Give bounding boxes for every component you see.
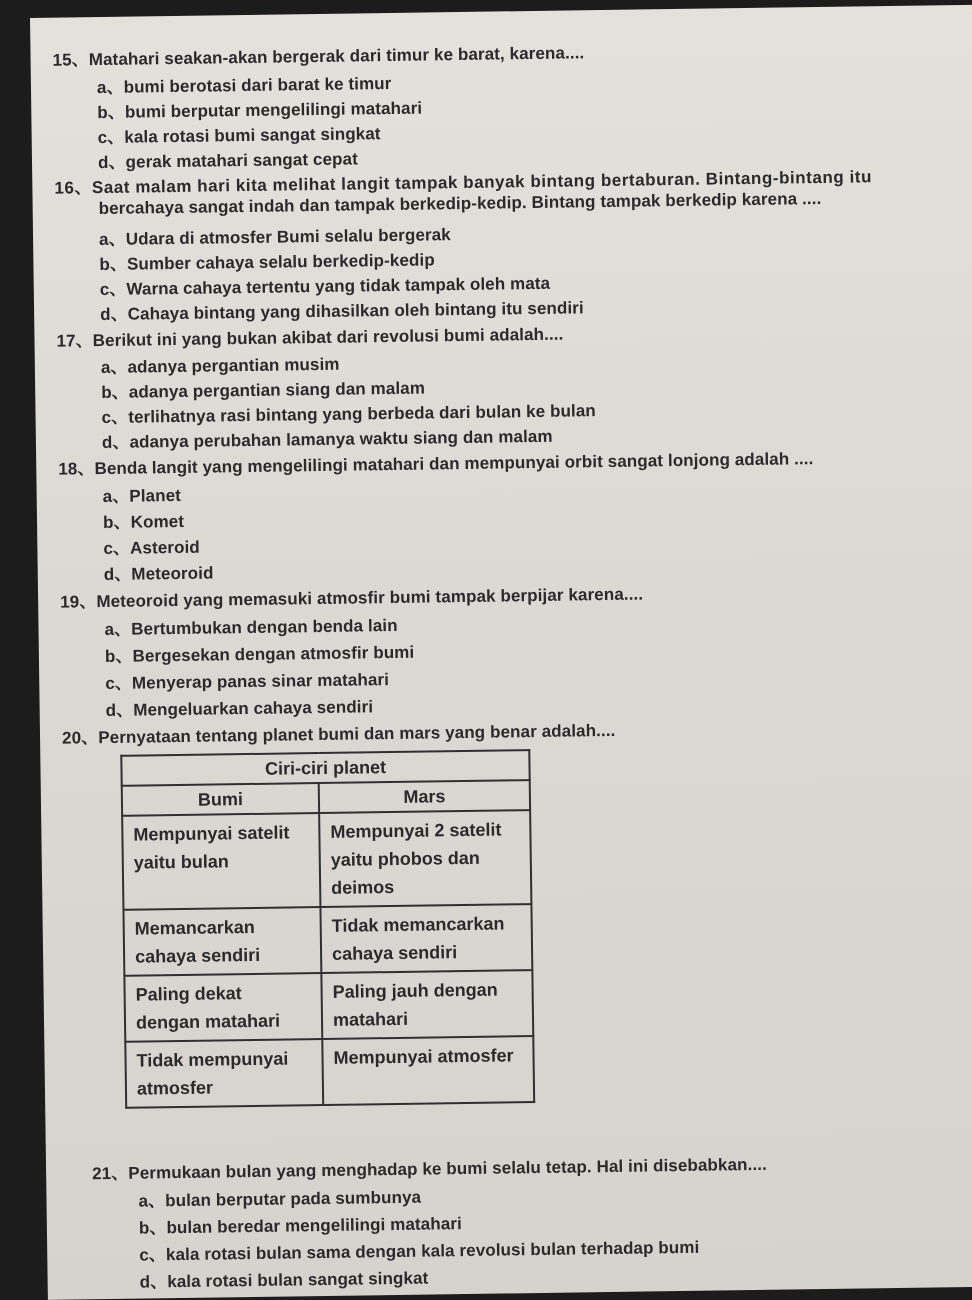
column-mars: Mars bbox=[319, 780, 530, 813]
q19-option-c: c、Menyerap panas sinar matahari bbox=[105, 670, 390, 694]
q21-option-b: b、bulan beredar mengelilingi matahari bbox=[138, 1214, 463, 1238]
q19-option-a: a、Bertumbukan dengan benda lain bbox=[104, 615, 398, 640]
q15-option-c: c、kala rotasi bumi sangat singkat bbox=[97, 124, 381, 148]
q16-option-a: a、Udara di atmosfer Bumi selalu bergerak bbox=[98, 225, 451, 250]
table-row bbox=[123, 904, 532, 976]
table-row bbox=[125, 1036, 534, 1108]
question-21: 21、Permukaan bulan yang menghadap ke bumi selalu tetap. Hal ini disebabkan.... bbox=[92, 1154, 767, 1184]
q21-option-a: a、bulan berputar pada sumbunya bbox=[138, 1187, 422, 1211]
question-17: 17、Berikut ini yang bukan akibat dari revolusi bumi adalah.... bbox=[56, 324, 564, 351]
table-row bbox=[124, 970, 533, 1042]
question-19: 19、Meteoroid yang memasuki atmosfir bumi tampak berpijar karena.... bbox=[60, 584, 644, 612]
cell-mars: Mempunyai atmosfer bbox=[322, 1036, 534, 1105]
q18-option-b: b、Komet bbox=[102, 511, 185, 533]
planet-comparison-table bbox=[120, 749, 535, 1109]
cell-bumi: Memancarkan cahaya sendiri bbox=[123, 907, 321, 976]
q16-option-b: b、Sumber cahaya selalu berkedip-kedip bbox=[99, 250, 435, 275]
cell-mars: Paling jauh dengan matahari bbox=[321, 970, 533, 1039]
worksheet-page bbox=[30, 5, 972, 1300]
q19-option-b: b、Bergesekan dengan atmosfir bumi bbox=[104, 642, 415, 667]
q18-option-a: a、Planet bbox=[102, 485, 182, 507]
question-16-line2: bercahaya sangat indah dan tampak berkedip-kedip. Bintang tampak berkedip karena .... bbox=[98, 188, 822, 219]
q15-option-a: a、bumi berotasi dari barat ke timur bbox=[96, 73, 392, 98]
q17-option-d: d、adanya perubahan lamanya waktu siang dan malam bbox=[101, 426, 553, 453]
q21-option-c: c、kala rotasi bulan sama dengan kala revolusi bulan terhadap bumi bbox=[139, 1237, 700, 1265]
q17-option-c: c、terlihatnya rasi bintang yang berbeda dari bulan ke bulan bbox=[101, 401, 596, 428]
question-18: 18、Benda langit yang mengelilingi matahari dan mempunyai orbit sangat lonjong adalah .... bbox=[58, 449, 814, 479]
column-bumi: Bumi bbox=[122, 783, 319, 816]
q17-option-b: b、adanya pergantian siang dan malam bbox=[101, 378, 426, 403]
cell-bumi: Tidak mempunyai atmosfer bbox=[125, 1039, 323, 1108]
question-16-line1: 16、Saat malam hari kita melihat langit tampak banyak bintang bertaburan. Bintang-bintang itu bbox=[54, 167, 873, 198]
cell-mars: Tidak memancarkan cahaya sendiri bbox=[320, 904, 532, 973]
q18-option-d: d、Meteoroid bbox=[103, 563, 214, 585]
table-header: Ciri-ciri planet bbox=[121, 750, 529, 786]
q18-option-c: c、Asteroid bbox=[103, 537, 200, 559]
q15-option-d: d、gerak matahari sangat cepat bbox=[97, 149, 359, 173]
q16-option-c: c、Warna cahaya tertentu yang tidak tampak oleh mata bbox=[99, 273, 551, 300]
q15-option-b: b、bumi berputar mengelilingi matahari bbox=[97, 98, 423, 123]
question-20: 20、Pernyataan tentang planet bumi dan mars yang benar adalah.... bbox=[61, 720, 616, 748]
q16-option-d: d、Cahaya bintang yang dihasilkan oleh bintang itu sendiri bbox=[100, 298, 584, 325]
cell-bumi: Paling dekat dengan matahari bbox=[124, 973, 322, 1042]
cell-mars: Mempunyai 2 satelit yaitu phobos dan deimos bbox=[319, 810, 531, 907]
q21-option-d: d、kala rotasi bulan sangat singkat bbox=[139, 1268, 429, 1292]
q17-option-a: a、adanya pergantian musim bbox=[100, 354, 340, 378]
question-15: 15、Matahari seakan-akan bergerak dari timur ke barat, karena.... bbox=[52, 43, 585, 70]
cell-bumi: Mempunyai satelit yaitu bulan bbox=[122, 813, 320, 910]
q19-option-d: d、Mengeluarkan cahaya sendiri bbox=[105, 697, 374, 721]
table-row bbox=[122, 810, 531, 910]
